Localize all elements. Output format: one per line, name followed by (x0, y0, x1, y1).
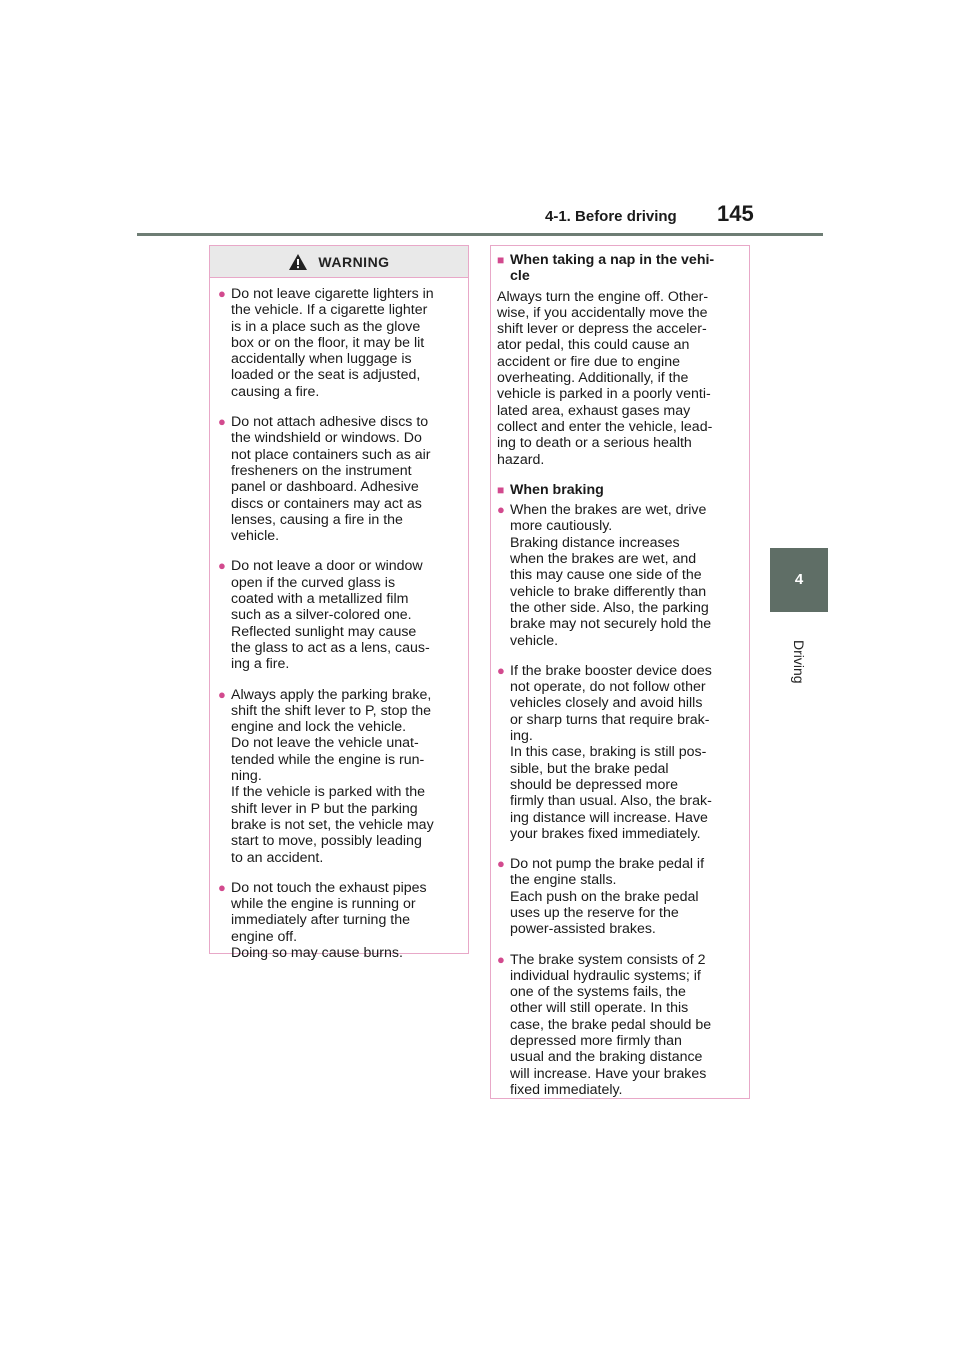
list-item (218, 558, 456, 672)
list-item (218, 414, 456, 544)
bullet-icon: ● (218, 286, 226, 301)
warning-triangle-icon (288, 253, 308, 271)
chapter-label-container (771, 640, 827, 760)
list-item-text: Do not leave cigarette lighters in the vehicle. If a cigarette lighter is in a place such as the glove box or on the floor, it may be lit accidentally when luggage is loaded or the seat is adjusted, causing a fire. (231, 286, 434, 400)
list-item (218, 880, 456, 961)
header-divider (137, 233, 823, 236)
list-item-text: The brake system consists of 2 individual hydraulic systems; if one of the systems fails, the other will still operate. In this case, the brake pedal should be depressed more firmly than usual and the braking distance will increase. Have your brakes fixed immediately. (510, 951, 712, 1098)
list-item-text: If the brake booster device does not operate, do not follow other vehicles closely and avoid hills or sharp turns that require brak- ing. In this case, braking is still pos- sible, but the brake pedal should be depressed more firmly than usual. Also, the brak- ing distance will increase. Have your brakes fixed immediately. (510, 662, 712, 842)
bullet-icon: ● (218, 558, 226, 574)
section-title: 4-1. Before driving (545, 208, 677, 225)
list-item (497, 502, 737, 649)
page-header (0, 0, 960, 240)
bullet-icon: ● (497, 951, 505, 967)
chapter-label: Driving (791, 640, 807, 684)
braking-heading-text: When braking (510, 481, 604, 498)
bullet-icon: ● (497, 856, 505, 872)
nap-heading-text: When taking a nap in the vehi- cle (510, 252, 715, 285)
list-item-text: Do not touch the exhaust pipes while the engine is running or immediately after turning the engine off. Doing so may cause burns. (231, 879, 427, 961)
bullet-icon: ● (218, 414, 226, 430)
list-item (497, 663, 737, 842)
warning-box (209, 245, 469, 961)
warning-title: WARNING (318, 253, 390, 270)
braking-heading (497, 482, 737, 498)
list-item-text: Do not pump the brake pedal if the engine stalls. Each push on the brake pedal uses up the reserve for the power-assisted brakes. (510, 856, 705, 938)
caution-content (491, 246, 749, 1098)
list-item-text: Do not leave a door or window open if the curved glass is coated with a metallized film such as a silver-colored one. Reflected sunlight may cause the glass to act as a lens, caus- ing a fire. (231, 558, 430, 673)
chapter-tab (770, 548, 828, 612)
nap-paragraph: Always turn the engine off. Other- wise, if you accidentally move the shift lever or depress the acceler- ator pedal, this could cause an accident or fire due to engine overheating. Additionally, if the vehicle is parked in a poorly venti- lated area, exhaust gases may collect and enter the vehicle, lead- ing to death or a serious health hazard. (497, 288, 713, 468)
bullet-icon: ● (218, 686, 226, 702)
warning-content (210, 278, 468, 961)
caution-box (490, 245, 750, 1099)
bullet-icon: ● (497, 662, 505, 678)
bullet-icon: ● (218, 879, 226, 895)
list-item-text: Do not attach adhesive discs to the windshield or windows. Do not place containers such as air fresheners on the instrument panel or dashboard. Adhesive discs or containers may act as lenses, causing a fire in the vehicle. (231, 414, 431, 545)
square-bullet-icon: ■ (497, 482, 505, 497)
list-item (497, 952, 737, 1099)
list-item (497, 856, 737, 937)
warning-header (210, 246, 468, 278)
list-item (218, 286, 456, 400)
list-item-text: When the brakes are wet, drive more cautiously. Braking distance increases when the brakes are wet, and this may cause one side of the vehicle to brake differently than the other side. Also, the parking brake may not securely hold the vehicle. (510, 502, 712, 649)
square-bullet-icon: ■ (497, 253, 505, 267)
list-item-text: Always apply the parking brake, shift the shift lever to P, stop the engine and lock the vehicle. Do not leave the vehicle unat- tended while the engine is run- ning. If the vehicle is parked with the shift lever in P but the parking brake is not set, the vehicle may start to move, possibly leading to an accident. (231, 686, 434, 866)
nap-heading (497, 252, 737, 285)
page-number: 145 (717, 201, 754, 226)
bullet-icon: ● (497, 502, 505, 518)
chapter-number: 4 (794, 571, 804, 588)
list-item (218, 687, 456, 866)
